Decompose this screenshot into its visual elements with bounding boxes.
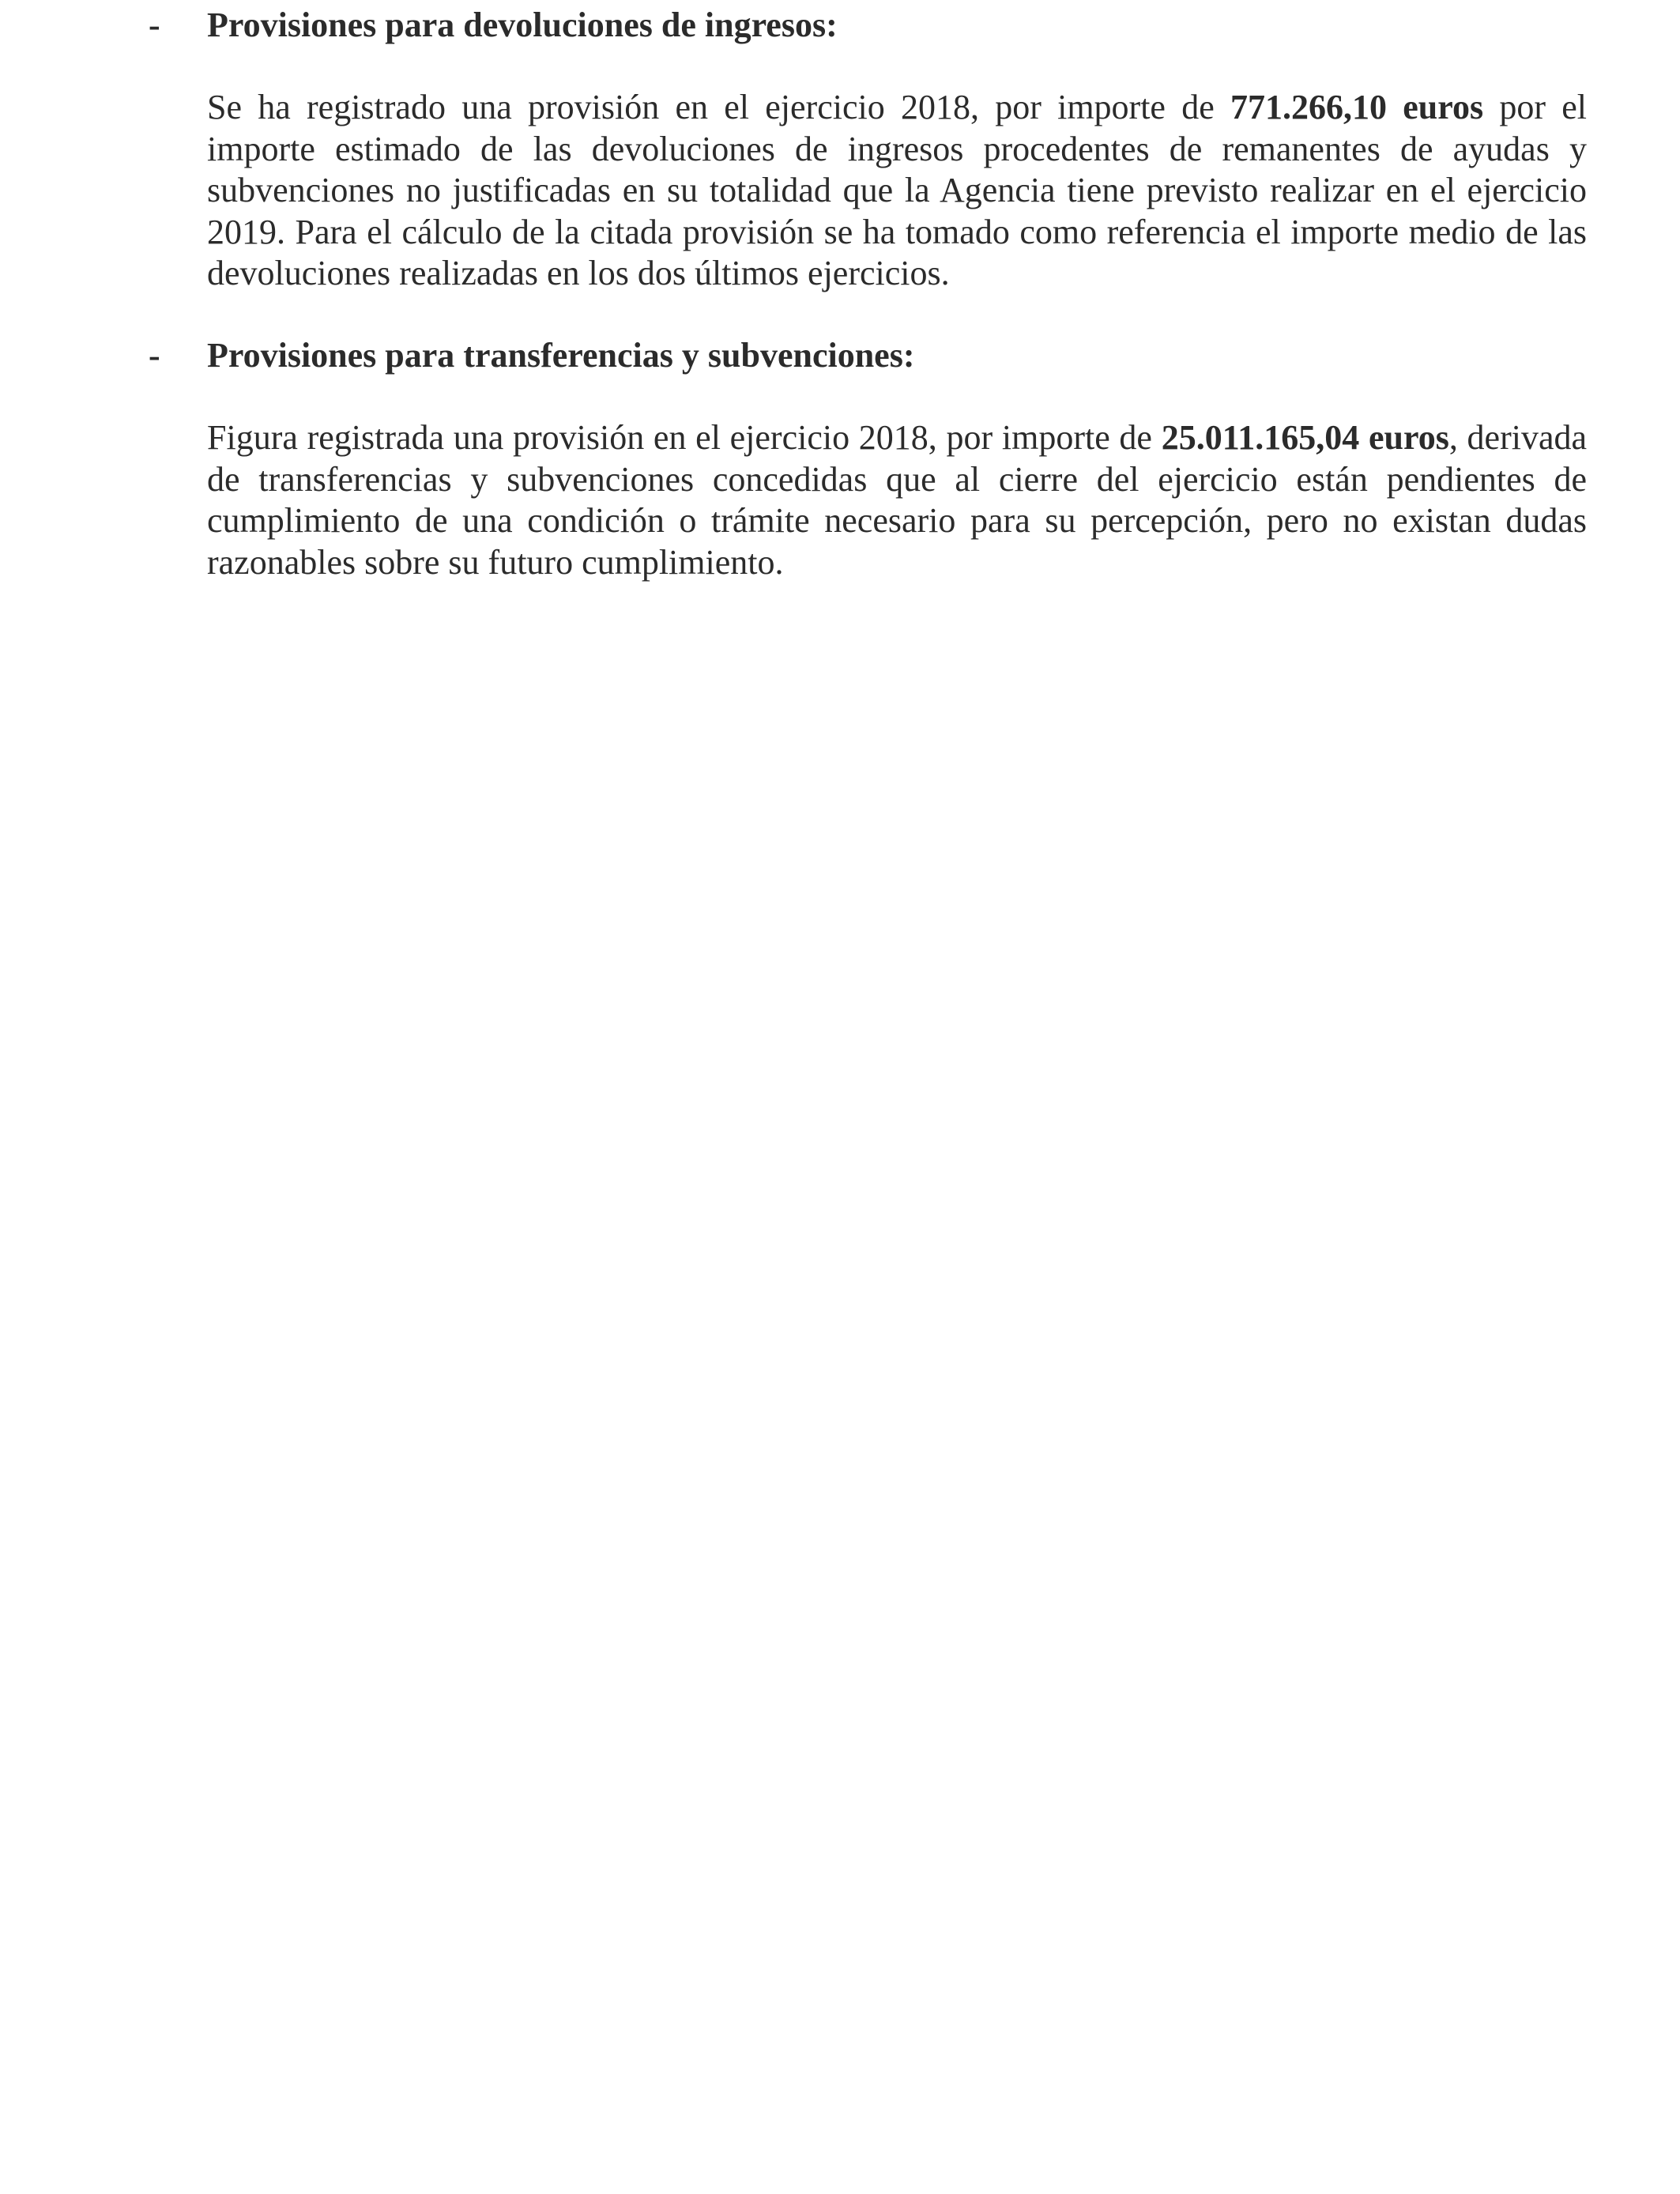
list-bullet: - bbox=[149, 336, 160, 375]
paragraph-text-after: , derivada de transferencias y subvenciones concedidas que al cierre del ejercicio están pendientes de cumplimiento de una condición o trámite necesario para su percepción, pero no existan dudas razonables sobre su futuro cumplimiento. bbox=[207, 418, 1588, 582]
paragraph-amount: 771.266,10 euros bbox=[1230, 88, 1484, 126]
section-paragraph bbox=[207, 87, 1587, 295]
paragraph-text-after: por el importe estimado de las devoluciones de ingresos procedentes de remanentes de ayudas y subvenciones no justificadas en su totalidad que la Agencia tiene previsto realizar en el ejercicio 2019. Para el cálculo de la citada provisión se ha tomado como referencia el importe medio de las devoluciones realizadas en los dos últimos ejercicios. bbox=[207, 88, 1587, 292]
section-heading: Provisiones para devoluciones de ingresos: bbox=[207, 6, 838, 44]
paragraph-text-before: Se ha registrado una provisión en el ejercicio 2018, por importe de bbox=[207, 88, 1230, 126]
paragraph-amount: 25.011.165,04 euros bbox=[1161, 418, 1449, 457]
paragraph-text-before: Figura registrada una provisión en el ejercicio 2018, por importe de bbox=[207, 418, 1162, 457]
section-paragraph bbox=[207, 417, 1587, 583]
list-bullet: - bbox=[149, 6, 160, 44]
section-heading: Provisiones para transferencias y subvenciones: bbox=[207, 336, 915, 375]
